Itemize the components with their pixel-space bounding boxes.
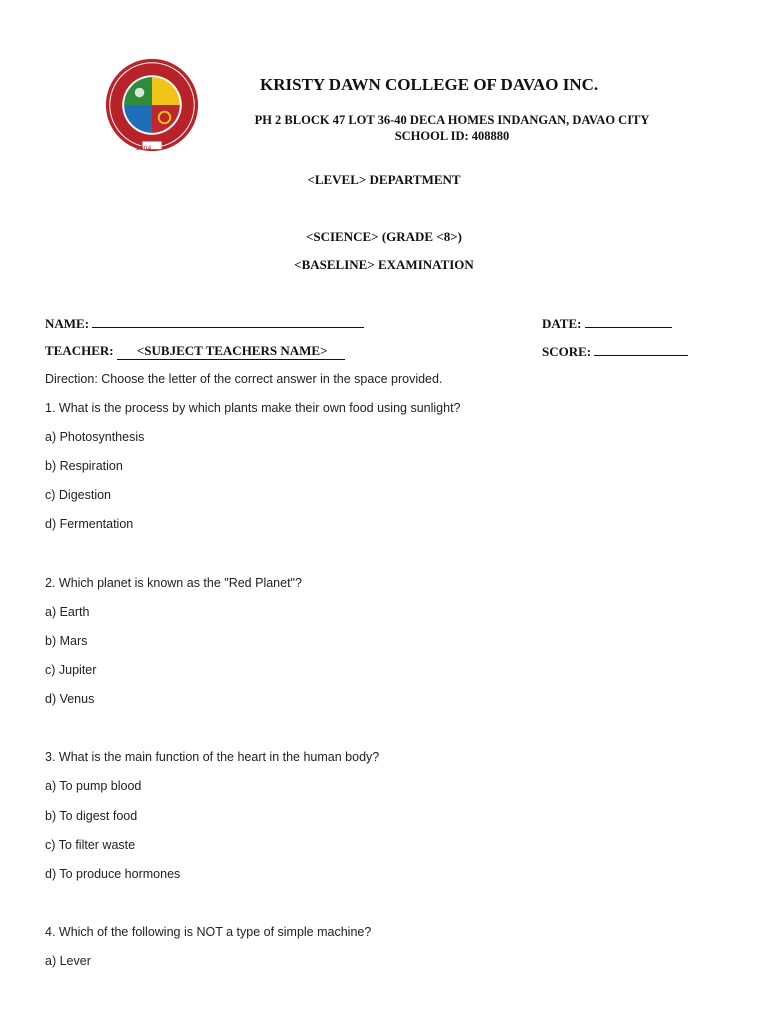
score-field[interactable] <box>542 343 688 360</box>
school-id: SCHOOL ID: 408880 <box>394 129 510 143</box>
teacher-label: TEACHER: <box>45 343 114 358</box>
option-2c: c) Jupiter <box>45 663 97 677</box>
date-blank[interactable] <box>585 315 672 328</box>
name-field[interactable] <box>45 315 364 332</box>
score-label: SCORE: <box>542 344 592 359</box>
option-2a: a) Earth <box>45 605 90 619</box>
logo-year: 2004 <box>136 145 152 152</box>
option-3c: c) To filter waste <box>45 838 136 852</box>
option-1a: a) Photosynthesis <box>45 430 145 444</box>
option-4a: a) Lever <box>45 954 91 968</box>
question-2: 2. Which planet is known as the "Red Planet"? <box>45 576 302 590</box>
department-title: <LEVEL> DEPARTMENT <box>307 172 461 187</box>
direction-text: Direction: Choose the letter of the correct answer in the space provided. <box>45 372 443 386</box>
teacher-field[interactable] <box>45 343 345 360</box>
option-2b: b) Mars <box>45 634 88 648</box>
option-2d: d) Venus <box>45 692 95 706</box>
question-3: 3. What is the main function of the heart in the human body? <box>45 750 380 764</box>
name-label: NAME: <box>45 316 90 331</box>
subject-title: <SCIENCE> (GRADE <8>) <box>305 229 463 244</box>
address-line: PH 2 BLOCK 47 LOT 36-40 DECA HOMES INDANGAN, DAVAO CITY <box>254 113 650 127</box>
question-1: 1. What is the process by which plants make their own food using sunlight? <box>45 401 461 415</box>
option-3b: b) To digest food <box>45 809 138 823</box>
option-3a: a) To pump blood <box>45 779 142 793</box>
score-blank[interactable] <box>594 343 688 356</box>
teacher-value: <SUBJECT TEACHERS NAME> <box>117 343 346 360</box>
question-4: 4. Which of the following is NOT a type of simple machine? <box>45 925 372 939</box>
option-1b: b) Respiration <box>45 459 123 473</box>
option-1d: d) Fermentation <box>45 517 134 531</box>
option-3d: d) To produce hormones <box>45 867 181 881</box>
name-blank[interactable] <box>92 315 364 328</box>
option-1c: c) Digestion <box>45 488 111 502</box>
date-field[interactable] <box>542 315 672 332</box>
school-address <box>152 112 752 144</box>
exam-title: <BASELINE> EXAMINATION <box>294 257 474 272</box>
date-label: DATE: <box>542 316 582 331</box>
school-name: KRISTY DAWN COLLEGE OF DAVAO INC. <box>260 75 599 94</box>
